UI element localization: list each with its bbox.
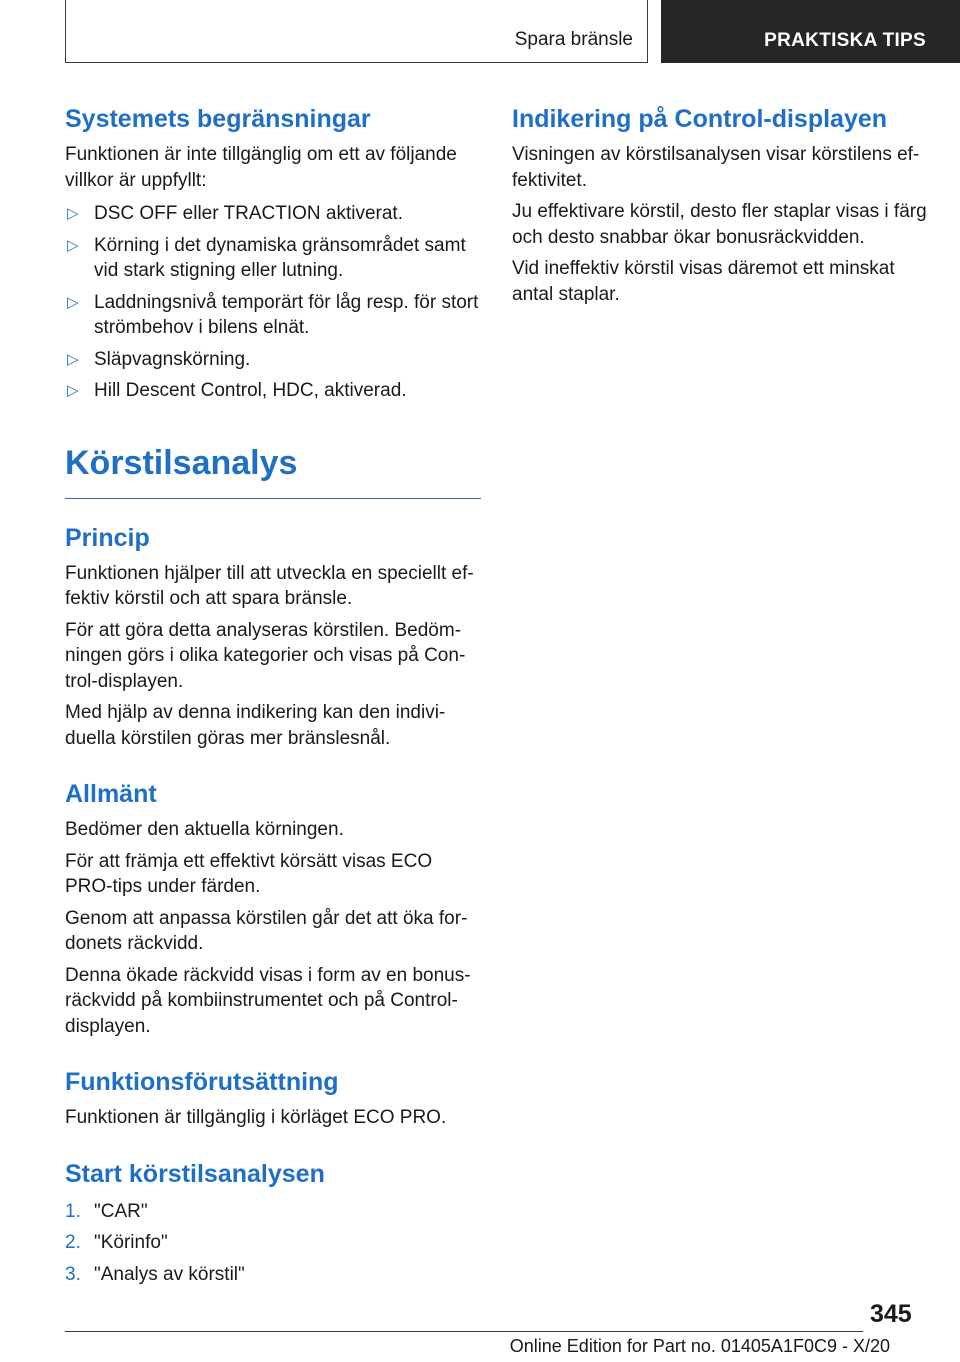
list-item: 2. "Körinfo" (65, 1232, 168, 1253)
paragraph: Funktionen hjälper till att utveckla en speciellt effektiv körstil och att spara bränsle. (65, 562, 474, 609)
list-item: ▷ Släpvagnskörning. (65, 347, 481, 373)
right-column (512, 102, 928, 313)
start-heading: Start körstilsanalysen (65, 1159, 325, 1188)
footer-edition: Online Edition for Part no. 01405A1F0C9 - X/20 (509, 1336, 890, 1356)
paragraph: Genom att anpassa körstilen går det att öka fordonets räckvidd. (65, 907, 468, 954)
header-section-title: Spara bränsle (514, 29, 633, 50)
triangle-bullet-icon: ▷ (67, 382, 79, 399)
prereq-heading: Funktionsförutsättning (65, 1068, 339, 1096)
paragraph: Ju effektivare körstil, desto fler staplar visas i färg och desto snabbar ökar bonusräckvidden. (512, 201, 927, 248)
triangle-bullet-icon: ▷ (67, 236, 79, 254)
header-chapter-tab (661, 0, 960, 63)
paragraph: Med hjälp av denna indikering kan den individuella körstilen göras mer bränslesnål. (65, 702, 446, 749)
limits-heading: Systemets begränsningar (65, 105, 371, 133)
page-header (0, 0, 960, 66)
start-steps (65, 1199, 481, 1288)
principle-heading: Princip (65, 523, 150, 552)
general-heading: Allmänt (65, 780, 157, 808)
triangle-bullet-icon: ▷ (67, 293, 79, 311)
list-item: 3. "Analys av körstil" (65, 1263, 245, 1285)
paragraph: För att göra detta analyseras körstilen. Bedömningen görs i olika kategorier och visas på Control-displayen. (65, 619, 466, 692)
footer-divider (65, 1331, 863, 1332)
paragraph: För att främja ett effektivt körsätt visas ECO PRO-tips under färden. (65, 850, 433, 897)
list-item: ▷ Hill Descent Control, HDC, aktiverad. (65, 378, 481, 404)
paragraph: Funktionen är tillgänglig i körläget ECO PRO. (65, 1107, 447, 1128)
main-title: Körstilsanalys (65, 440, 481, 499)
header-chapter-title: PRAKTISKA TIPS (764, 30, 926, 51)
triangle-bullet-icon: ▷ (67, 205, 79, 222)
header-section-box (65, 0, 648, 63)
limits-list (65, 201, 481, 404)
list-item: ▷ Laddningsnivå temporärt för låg resp. för stort strömbehov i bilens elnät. (67, 291, 479, 338)
paragraph: Denna ökade räckvidd visas i form av en bonusräckvidd på kombiinstrumentet och på Control-displayen. (65, 964, 471, 1037)
display-heading: Indikering på Control-displayen (512, 105, 888, 133)
paragraph: Visningen av körstilsanalysen visar körstilens effektivitet. (512, 144, 920, 191)
paragraph: Bedömer den aktuella körningen. (65, 819, 344, 840)
triangle-bullet-icon: ▷ (67, 350, 79, 368)
list-item: ▷ Körning i det dynamiska gränsområdet samt vid stark stigning eller lutning. (67, 234, 466, 281)
page-number: 345 (870, 1300, 912, 1328)
list-item: 1. "CAR" (65, 1200, 148, 1222)
paragraph: Vid ineffektiv körstil visas däremot ett minskat antal staplar. (512, 258, 895, 305)
left-column (65, 102, 481, 1293)
list-item: ▷ DSC OFF eller TRACTION aktiverat. (65, 201, 481, 227)
limits-intro: Funktionen är inte tillgänglig om ett av följande villkor är uppfyllt: (65, 144, 457, 191)
